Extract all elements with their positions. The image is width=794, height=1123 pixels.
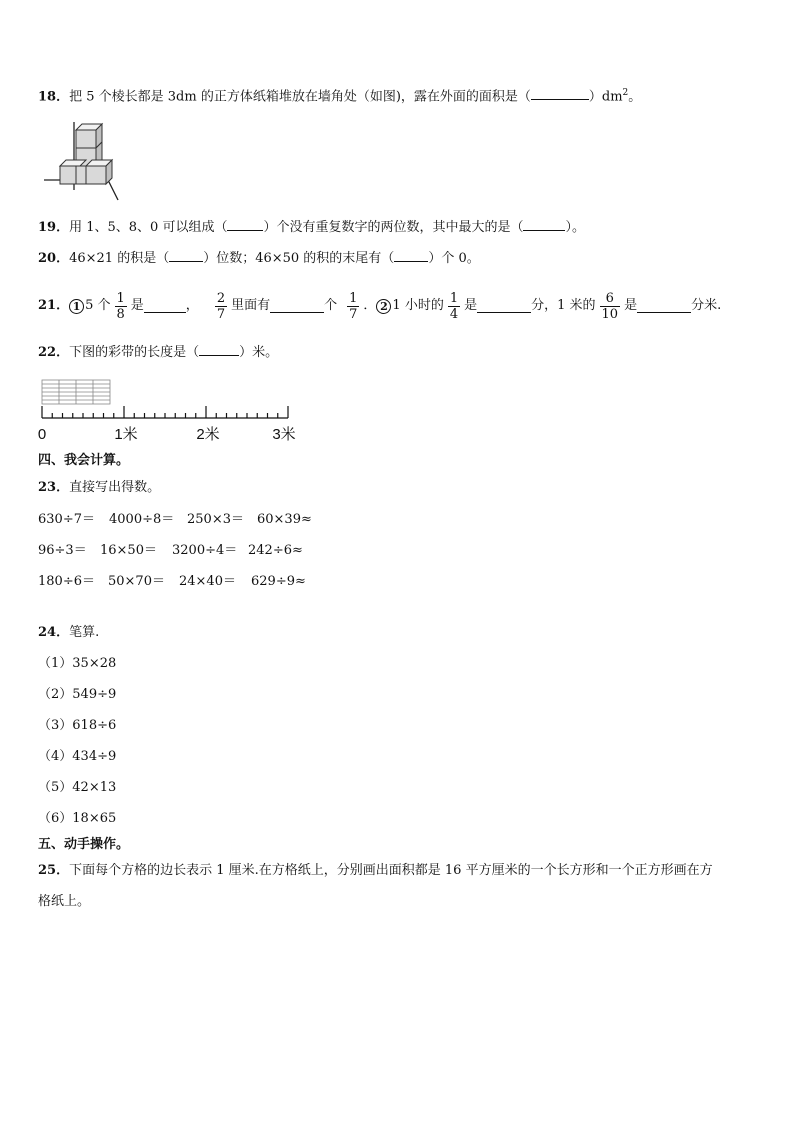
question-text: ． [363, 298, 377, 313]
answer-blank[interactable] [169, 249, 203, 262]
fraction: $\frac{6}{10}$ [601, 290, 619, 322]
question-text: 下面每个方格的边长表示 1 厘米.在方格纸上，分别画出面积都是 16 平方厘米的一个长方形和一个正方形画在方 [69, 863, 713, 878]
ribbon-ruler-figure [36, 378, 306, 444]
calc-item: 96÷3＝ [38, 543, 87, 558]
question-text: 是 [130, 298, 144, 313]
list-item: （6）18×65 [38, 811, 117, 826]
question-19 [38, 218, 585, 237]
ruler-label-2: 2米 [196, 426, 220, 443]
calc-item: 16×50＝ [100, 543, 157, 558]
question-number: 18． [38, 89, 70, 105]
answer-blank[interactable] [523, 218, 565, 231]
answer-blank[interactable] [531, 87, 589, 100]
question-23 [38, 479, 160, 497]
calc-item: 250×3＝ [187, 512, 244, 527]
calc-item: 630÷7＝ [38, 512, 95, 527]
question-text: 是 [624, 298, 638, 313]
ruler-label-3: 3米 [272, 426, 296, 443]
question-21 [38, 288, 721, 324]
question-number: 20． [38, 251, 70, 266]
answer-blank[interactable] [144, 300, 186, 313]
question-25 [38, 862, 713, 880]
calc-item: 50×70＝ [108, 574, 165, 589]
answer-blank[interactable] [227, 218, 263, 231]
list-item: （2）549÷9 [38, 687, 117, 702]
question-number: 24． [38, 625, 70, 640]
cube-stack-figure [40, 112, 130, 204]
list-item: （5）42×13 [38, 780, 117, 795]
ruler [42, 406, 288, 418]
question-text: ）位数；46×50 的积的末尾有（ [203, 251, 395, 266]
list-item: （1）35×28 [38, 656, 117, 671]
fraction: $\frac{1}{8}$ [116, 290, 125, 322]
question-text: 分，1 米的 [531, 298, 596, 313]
fraction: $\frac{1}{4}$ [449, 290, 459, 322]
question-number: 19． [38, 220, 70, 235]
question-number: 25． [38, 863, 70, 878]
question-text: ）米。 [239, 345, 279, 360]
question-text: 46×21 的积是（ [69, 251, 170, 266]
calc-row [38, 511, 312, 529]
calc-item: 4000÷8＝ [109, 512, 175, 527]
question-text: 1 小时的 [392, 298, 444, 313]
section-heading-5: 五、动手操作。 [38, 837, 130, 852]
calc-item: 24×40＝ [179, 574, 236, 589]
question-text: 是 [464, 298, 478, 313]
ruler-label-0: 0 [37, 426, 47, 443]
fraction: $\frac{1}{7}$ [349, 290, 358, 322]
answer-blank[interactable] [394, 249, 428, 262]
answer-blank[interactable] [199, 343, 239, 356]
answer-blank[interactable] [477, 300, 531, 313]
question-text: 用 1、5、8、0 可以组成（ [69, 220, 228, 235]
question-text: 5 个 [85, 298, 111, 313]
question-number: 22． [38, 345, 70, 360]
superscript: 2 [622, 88, 629, 98]
question-text: ）。 [565, 220, 585, 235]
question-text: 分米. [691, 298, 722, 313]
question-text: ）个没有重复数字的两位数，其中最大的是（ [263, 220, 524, 235]
calc-item: 60×39≈ [257, 512, 312, 527]
list-item: （3）618÷6 [38, 718, 117, 733]
question-20 [38, 249, 480, 268]
question-22 [38, 343, 278, 362]
circled-number-2: 2 [376, 299, 391, 314]
ribbon [42, 380, 110, 404]
question-text-unit: ）dm [588, 89, 623, 105]
question-text: ）个 0。 [428, 251, 480, 266]
calc-row [38, 542, 303, 560]
calc-item: 629÷9≈ [251, 574, 306, 589]
question-text: 直接写出得数。 [69, 480, 161, 495]
calc-row [38, 573, 306, 591]
question-25-continued: 格纸上。 [38, 894, 91, 909]
question-18 [38, 84, 641, 106]
answer-blank[interactable] [270, 300, 324, 313]
calc-item: 242÷6≈ [248, 543, 303, 558]
circled-number-1: 1 [69, 299, 84, 314]
question-text: ， [185, 298, 199, 313]
ruler-label-1: 1米 [114, 426, 138, 443]
question-text: 个 [324, 298, 338, 313]
question-text: 下图的彩带的长度是（ [69, 345, 200, 360]
question-text: 笔算. [69, 625, 100, 640]
question-text-end: 。 [628, 89, 642, 105]
answer-blank[interactable] [637, 300, 691, 313]
question-text: 把 5 个棱长都是 3dm 的正方体纸箱堆放在墙角处（如图)，露在外面的面积是（ [69, 89, 531, 105]
fraction: $\frac{2}{7}$ [216, 290, 226, 322]
question-24 [38, 624, 99, 642]
calc-item: 180÷6＝ [38, 574, 95, 589]
question-number: 21． [38, 298, 70, 313]
question-text: 里面有 [231, 298, 271, 313]
question-number: 23． [38, 480, 70, 495]
section-heading-4: 四、我会计算。 [38, 453, 130, 468]
list-item: （4）434÷9 [38, 749, 117, 764]
calc-item: 3200÷4＝ [172, 543, 238, 558]
